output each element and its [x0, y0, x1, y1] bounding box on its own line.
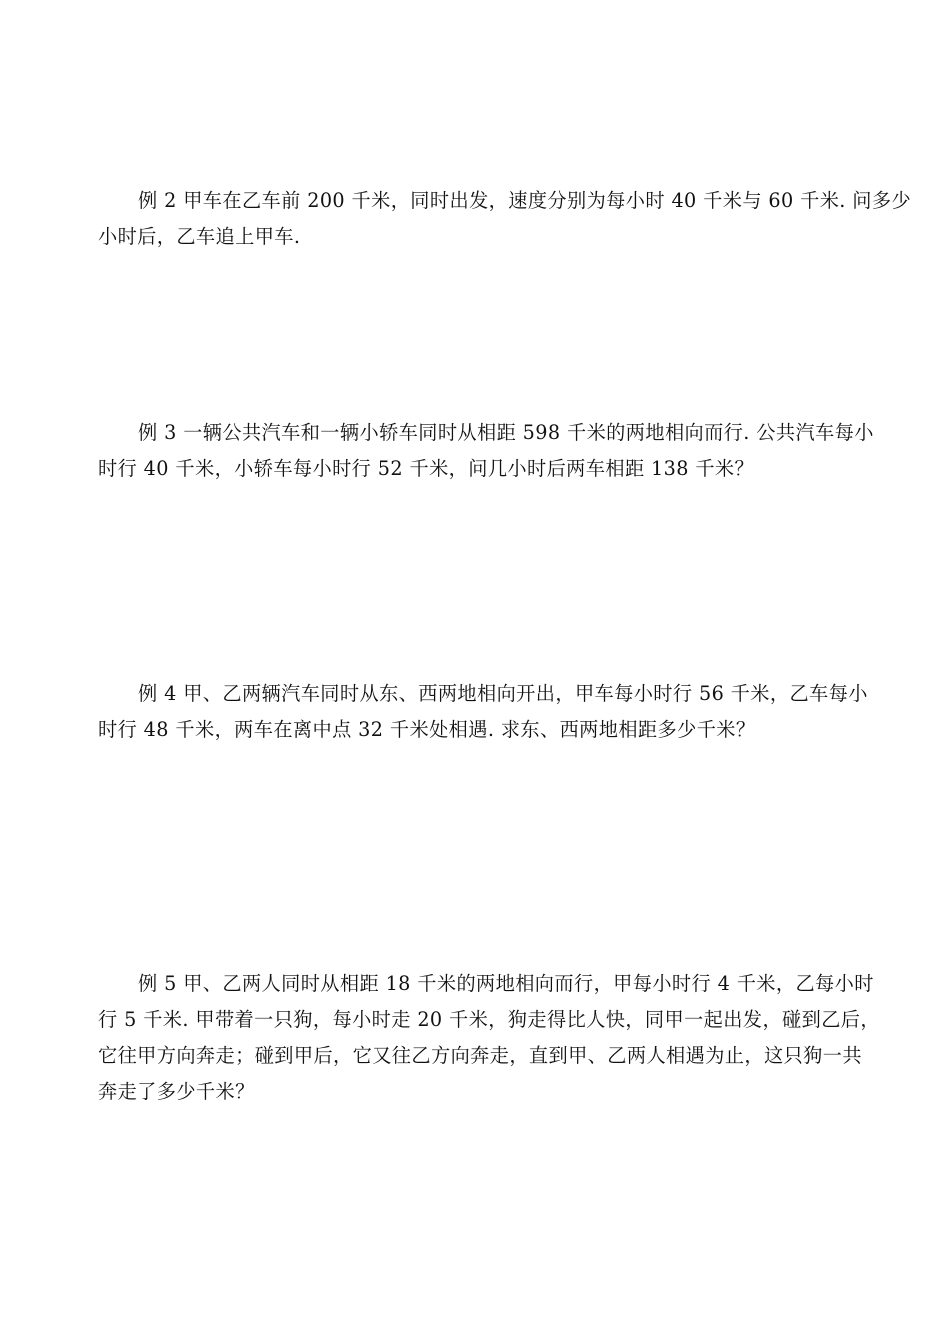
example-4-problem: [98, 676, 868, 748]
problem-line: 行 5 千米. 甲带着一只狗，每小时走 20 千米，狗走得比人快，同甲一起出发，碰到乙后，: [98, 1008, 880, 1031]
example-5-problem: [98, 966, 880, 1110]
problem-line: 小时后，乙车追上甲车.: [98, 225, 301, 248]
problem-line: 时行 40 千米，小轿车每小时行 52 千米，问几小时后两车相距 138 千米？: [98, 457, 755, 480]
problem-line: 例 4 甲、乙两辆汽车同时从东、西两地相向开出，甲车每小时行 56 千米，乙车每小: [138, 682, 868, 705]
problem-line: 例 5 甲、乙两人同时从相距 18 千米的两地相向而行，甲每小时行 4 千米，乙每小时: [138, 972, 874, 995]
problem-line: 奔走了多少千米？: [98, 1080, 255, 1103]
problem-line: 它往甲方向奔走；碰到甲后，它又往乙方向奔走，直到甲、乙两人相遇为止，这只狗一共: [98, 1044, 862, 1067]
example-3-problem: [98, 415, 874, 487]
example-2-problem: [98, 183, 912, 255]
problem-line: 例 2 甲车在乙车前 200 千米，同时出发，速度分别为每小时 40 千米与 60 千米. 问多少: [138, 189, 912, 212]
problem-line: 时行 48 千米，两车在离中点 32 千米处相遇. 求东、西两地相距多少千米？: [98, 718, 756, 741]
problem-line: 例 3 一辆公共汽车和一辆小轿车同时从相距 598 千米的两地相向而行. 公共汽车每小: [138, 421, 874, 444]
